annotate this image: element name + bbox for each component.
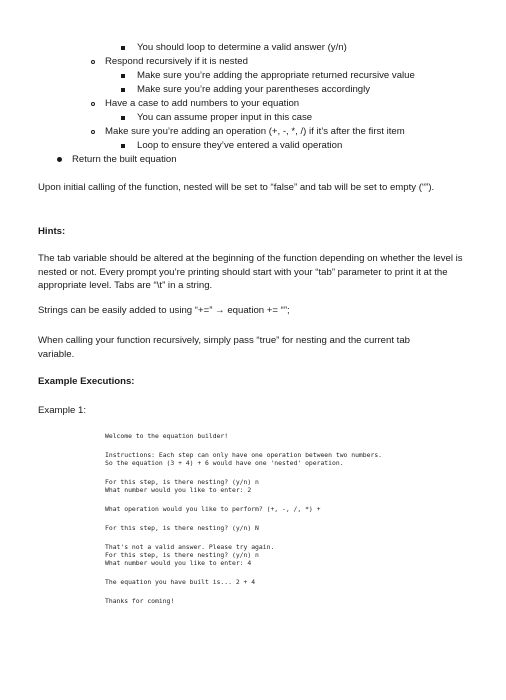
outline-item: Make sure you’re adding the appropriate returned recursive value [137, 70, 415, 81]
circle-bullet-icon [91, 60, 95, 64]
outline-item: Make sure you’re adding an operation (+, -, *, /) if it’s after the first item [105, 126, 405, 137]
outline-item: Respond recursively if it is nested [105, 56, 248, 67]
outline-item: Have a case to add numbers to your equation [105, 98, 300, 109]
circle-bullet-icon [91, 130, 95, 134]
outline-item: Return the built equation [72, 154, 177, 165]
paragraph-strings: Strings can be easily added to using “+=” → equation += “”; [38, 305, 290, 316]
console-line: For this step, is there nesting? (y/n) n [105, 478, 259, 486]
square-bullet-icon [121, 88, 125, 92]
console-line: What operation would you like to perform? (+, -, /, *) + [105, 505, 321, 513]
hints-heading: Hints: [38, 226, 66, 237]
disc-bullet-icon [57, 157, 62, 162]
console-line: So the equation (3 + 4) + 6 would have one 'nested' operation. [105, 459, 344, 467]
console-line: For this step, is there nesting? (y/n) N [105, 524, 259, 532]
console-line: Welcome to the equation builder! [105, 432, 229, 440]
console-line: Thanks for coming! [105, 597, 175, 605]
console-line: Instructions: Each step can only have one operation between two numbers. [105, 451, 383, 459]
examples-heading: Example Executions: [38, 376, 135, 387]
square-bullet-icon [121, 116, 125, 120]
console-line: The equation you have built is... 2 + 4 [105, 578, 256, 586]
console-line: What number would you like to enter: 4 [105, 559, 252, 567]
outline-item: You should loop to determine a valid answer (y/n) [137, 42, 347, 53]
example-label: Example 1: [38, 405, 86, 416]
console-line: What number would you like to enter: 2 [105, 486, 252, 494]
console-line: That's not a valid answer. Please try again. [105, 543, 275, 551]
circle-bullet-icon [91, 102, 95, 106]
outline-item: Loop to ensure they’ve entered a valid operation [137, 140, 343, 151]
square-bullet-icon [121, 46, 125, 50]
paragraph-recursive: When calling your function recursively, simply pass “true” for nesting and the current tab variable. [38, 335, 411, 360]
paragraph-tab: The tab variable should be altered at the beginning of the function depending on whether the level is nested or not. Every prompt you’re printing should start with your “tab” parameter to print it at the appropriate level. Tabs are “\t” in a string. [38, 253, 463, 291]
paragraph-initial: Upon initial calling of the function, nested will be set to “false” and tab will be set to empty (“”). [38, 182, 435, 193]
square-bullet-icon [121, 144, 125, 148]
outline-item: You can assume proper input in this case [137, 112, 313, 123]
outline-item: Make sure you’re adding your parentheses accordingly [137, 84, 371, 95]
console-line: For this step, is there nesting? (y/n) n [105, 551, 259, 559]
square-bullet-icon [121, 74, 125, 78]
